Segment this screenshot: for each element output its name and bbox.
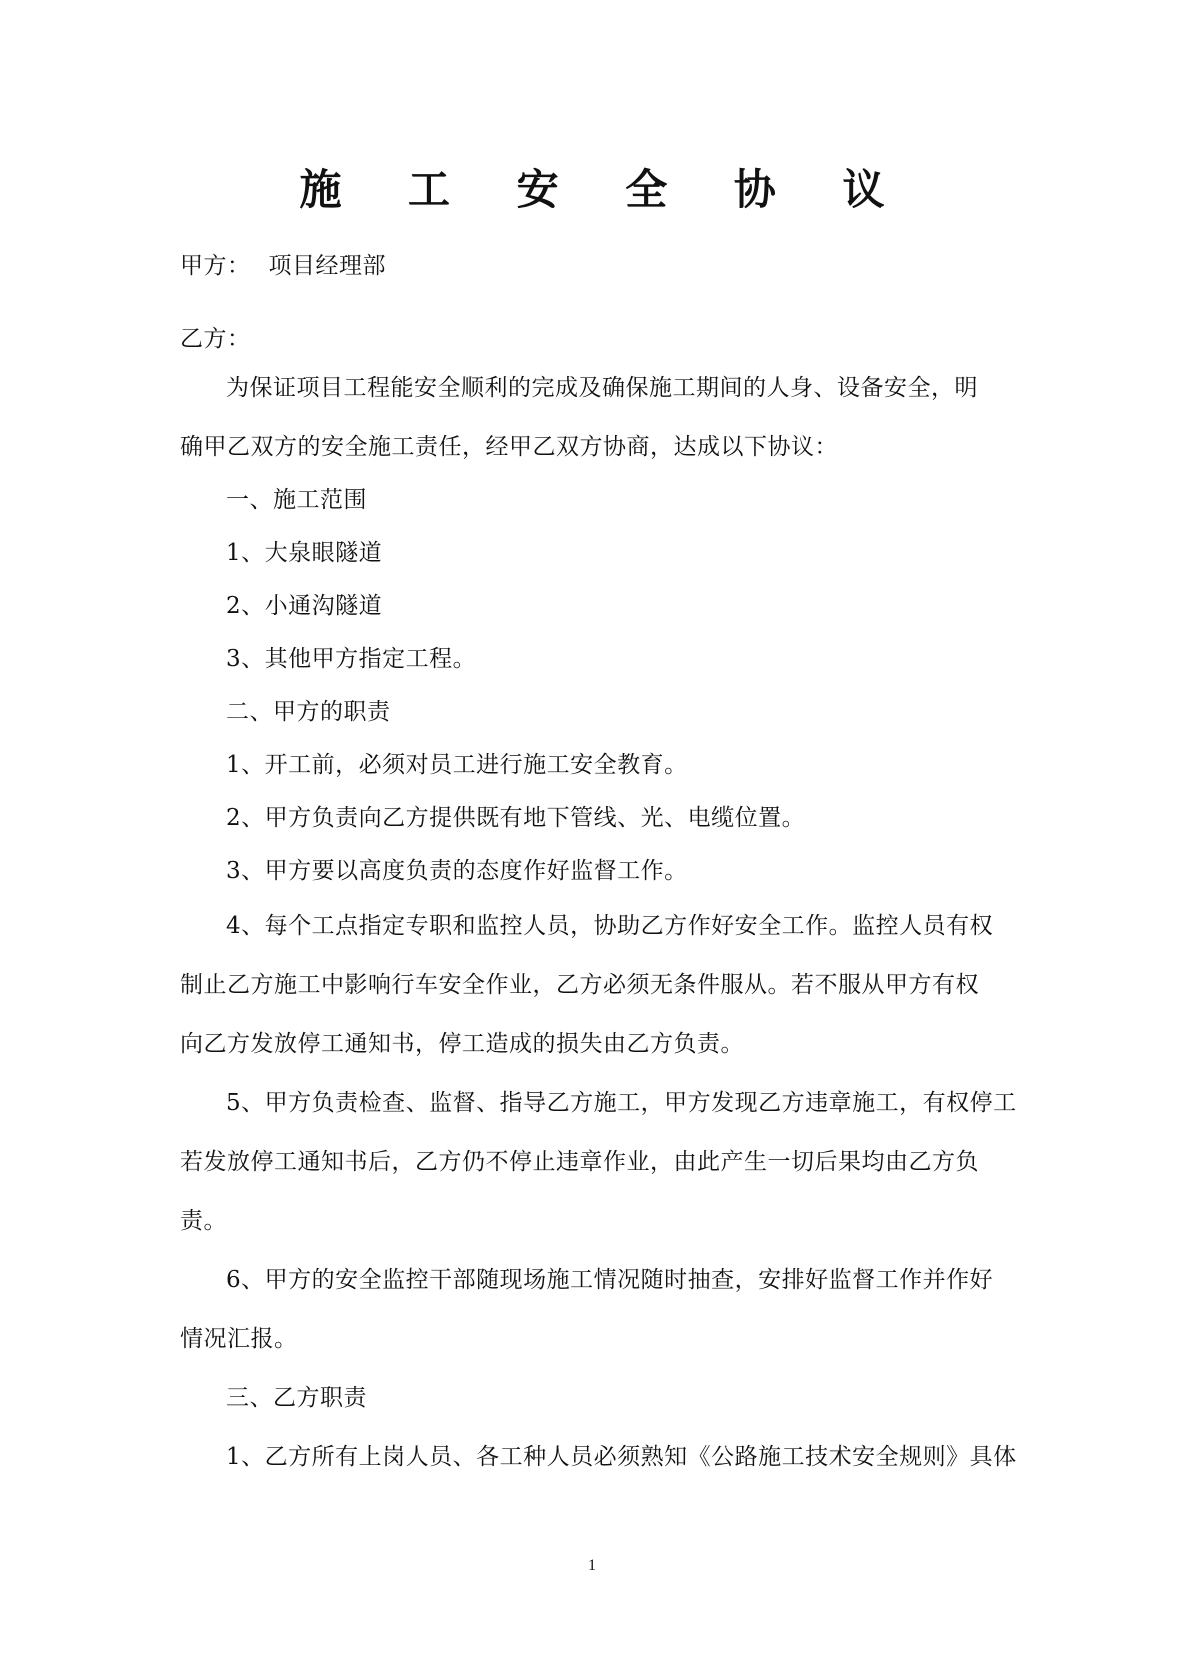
paragraph-line: 情况汇报。 [180, 1326, 298, 1352]
list-item: 1、大泉眼隧道 [226, 540, 383, 566]
list-item: 2、甲方负责向乙方提供既有地下管线、光、电缆位置。 [226, 805, 806, 831]
party-a-label: 甲方： [180, 253, 251, 279]
list-item: 6、甲方的安全监控干部随现场施工情况随时抽查，安排好监督工作并作好 [226, 1267, 994, 1293]
list-item: 2、小通沟隧道 [226, 593, 383, 619]
list-item: 3、甲方要以高度负责的态度作好监督工作。 [226, 858, 688, 884]
list-item: 1、开工前，必须对员工进行施工安全教育。 [226, 752, 688, 778]
paragraph-line: 责。 [180, 1208, 227, 1234]
party-a-value: 项目经理部 [268, 253, 386, 279]
section-heading: 二、甲方的职责 [226, 699, 391, 725]
section-heading: 一、施工范围 [226, 487, 367, 513]
page-number: 1 [588, 1557, 596, 1574]
list-item: 1、乙方所有上岗人员、各工种人员必须熟知《公路施工技术安全规则》具体 [226, 1444, 1017, 1470]
paragraph-line: 为保证项目工程能安全顺利的完成及确保施工期间的人身、设备安全，明 [226, 375, 978, 401]
party-b-label: 乙方： [180, 326, 251, 352]
list-item: 5、甲方负责检查、监督、指导乙方施工，甲方发现乙方违章施工，有权停工 [226, 1090, 1017, 1116]
party-a-line [180, 250, 386, 282]
list-item: 3、其他甲方指定工程。 [226, 646, 477, 672]
party-b-line [180, 323, 251, 355]
paragraph-line: 向乙方发放停工通知书，停工造成的损失由乙方负责。 [180, 1031, 744, 1057]
list-item: 4、每个工点指定专职和监控人员，协助乙方作好安全工作。监控人员有权 [226, 913, 994, 939]
paragraph-line: 制止乙方施工中影响行车安全作业，乙方必须无条件服从。若不服从甲方有权 [180, 972, 979, 998]
section-heading: 三、乙方职责 [226, 1385, 367, 1411]
paragraph-line: 确甲乙双方的安全施工责任，经甲乙双方协商，达成以下协议： [180, 434, 838, 460]
document-title: 施 工 安 全 协 议 [299, 165, 911, 214]
paragraph-line: 若发放停工通知书后，乙方仍不停止违章作业，由此产生一切后果均由乙方负 [180, 1149, 979, 1175]
